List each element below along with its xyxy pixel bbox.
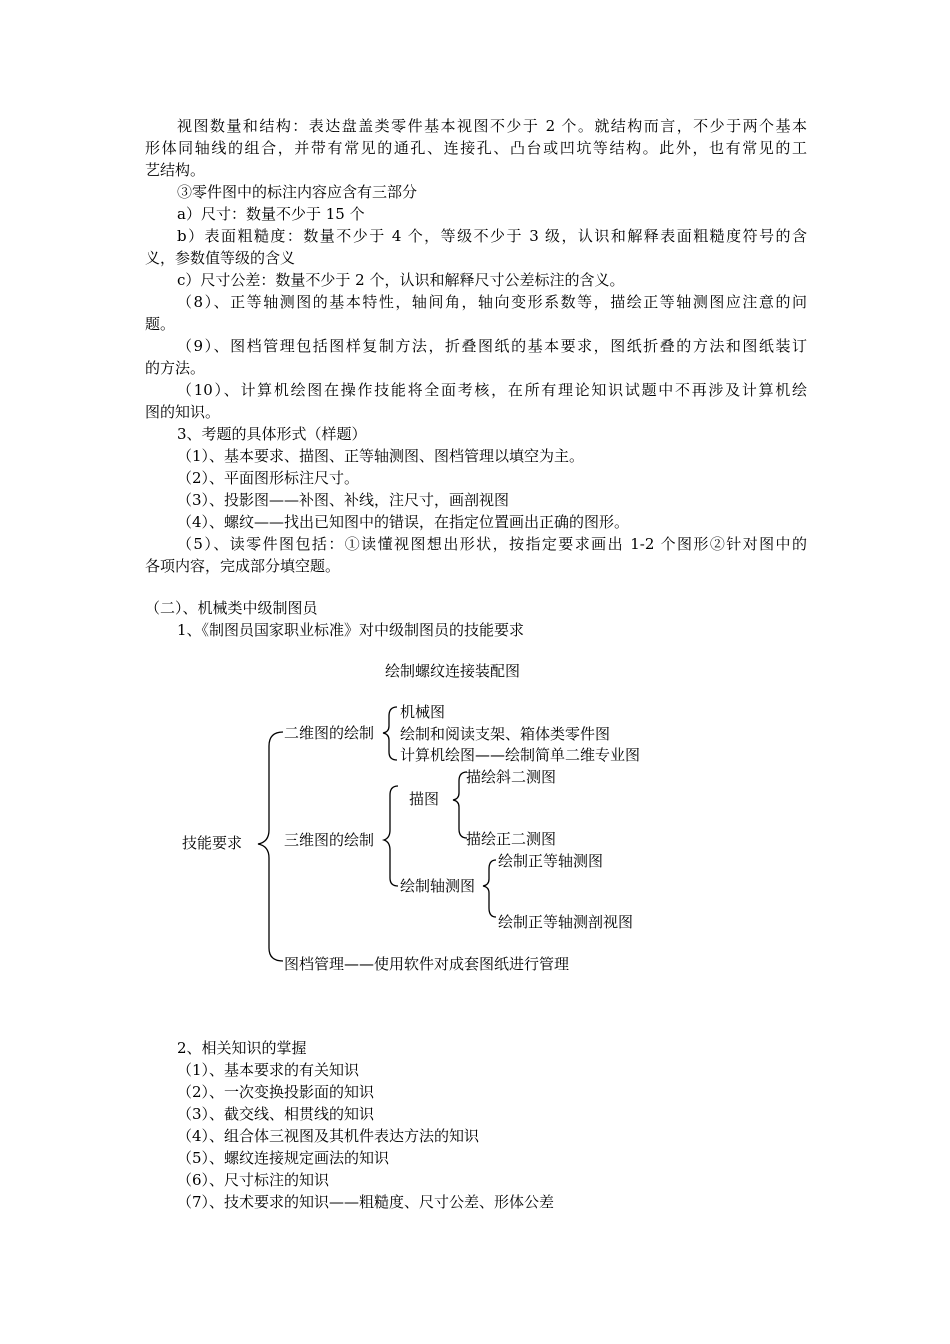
sub-heading: 1、《制图员国家职业标准》对中级制图员的技能要求 [177, 621, 525, 639]
section-heading: （二）、机械类中级制图员 [145, 599, 318, 617]
list-item: （4）、组合体三视图及其机件表达方法的知识 [177, 1127, 480, 1145]
brace-axo [483, 860, 496, 917]
leaf-2d: 计算机绘图——绘制简单二维专业图 [400, 746, 641, 764]
list-item: （3）、截交线、相贯线的知识 [177, 1105, 375, 1123]
paragraph-line: （9）、图档管理包括图样复制方法，折叠图纸的基本要求，图纸折叠的方法和图纸装订 [177, 337, 807, 355]
paragraph-line: b）表面粗糙度：数量不少于 4 个，等级不少于 3 级，认识和解释表面粗糙度符号的含 [177, 227, 807, 245]
paragraph-line: 形体同轴线的组合，并带有常见的通孔、连接孔、凸台或凹坑等结构。此外，也有常见的工 [145, 139, 807, 157]
paragraph-line: ③零件图中的标注内容应含有三部分 [177, 183, 418, 201]
section-heading: 3、考题的具体形式（样题） [177, 425, 367, 443]
sub-trace: 描图 [409, 790, 440, 808]
leaf-axo: 绘制正等轴测图 [498, 852, 604, 870]
branch-2d: 二维图的绘制 [284, 724, 375, 742]
leaf-trace: 描绘正二测图 [466, 830, 557, 848]
branch-3d: 三维图的绘制 [284, 831, 375, 849]
leaf-axo: 绘制正等轴测剖视图 [498, 913, 634, 931]
diagram-root: 技能要求 [182, 834, 243, 852]
list-item: （2）、一次变换投影面的知识 [177, 1083, 375, 1101]
paragraph-line: （8）、正等轴测图的基本特性，轴间角，轴向变形系数等，描绘正等轴测图应注意的问 [177, 293, 807, 311]
brace-root [258, 732, 283, 961]
paragraph-line: 义，参数值等级的含义 [145, 249, 296, 267]
paragraph-line: （10）、计算机绘图在操作技能将全面考核，在所有理论知识试题中不再涉及计算机绘 [177, 381, 807, 399]
list-item: （4）、螺纹——找出已知图中的错误，在指定位置画出正确的图形。 [177, 513, 630, 531]
paragraph-line: 艺结构。 [145, 161, 206, 179]
leaf-2d: 绘制和阅读支架、箱体类零件图 [400, 725, 611, 743]
leaf-2d: 机械图 [400, 703, 446, 721]
brace-3d [384, 786, 398, 886]
leaf-trace: 描绘斜二测图 [466, 768, 557, 786]
paragraph-line: c）尺寸公差：数量不少于 2 个，认识和解释尺寸公差标注的含义。 [177, 271, 625, 289]
list-item: 各项内容，完成部分填空题。 [145, 557, 341, 575]
brace-2d [383, 707, 397, 760]
paragraph-line: 的方法。 [145, 359, 206, 377]
list-item: （6）、尺寸标注的知识 [177, 1171, 330, 1189]
paragraph-line: 视图数量和结构：表达盘盖类零件基本视图不少于 2 个。就结构而言，不少于两个基本 [177, 117, 807, 135]
diagram-title: 绘制螺纹连接装配图 [385, 662, 521, 680]
list-item: （5）、读零件图包括：①读懂视图想出形状，按指定要求画出 1-2 个图形②针对图中的 [177, 535, 807, 553]
list-item: （1）、基本要求的有关知识 [177, 1061, 360, 1079]
list-item: （2）、平面图形标注尺寸。 [177, 469, 360, 487]
list-item: （3）、投影图——补图、补线，注尺寸，画剖视图 [177, 491, 510, 509]
section-heading: 2、相关知识的掌握 [177, 1039, 307, 1057]
list-item: （1）、基本要求、描图、正等轴测图、图档管理以填空为主。 [177, 447, 585, 465]
list-item: （7）、技术要求的知识——粗糙度、尺寸公差、形体公差 [177, 1193, 555, 1211]
branch-archive: 图档管理——使用软件对成套图纸进行管理 [284, 955, 570, 973]
sub-axo: 绘制轴测图 [400, 877, 476, 895]
paragraph-line: 图的知识。 [145, 403, 221, 421]
brace-trace [453, 772, 467, 838]
paragraph-line: a）尺寸：数量不少于 15 个 [177, 205, 365, 223]
paragraph-line: 题。 [145, 315, 176, 333]
list-item: （5）、螺纹连接规定画法的知识 [177, 1149, 390, 1167]
